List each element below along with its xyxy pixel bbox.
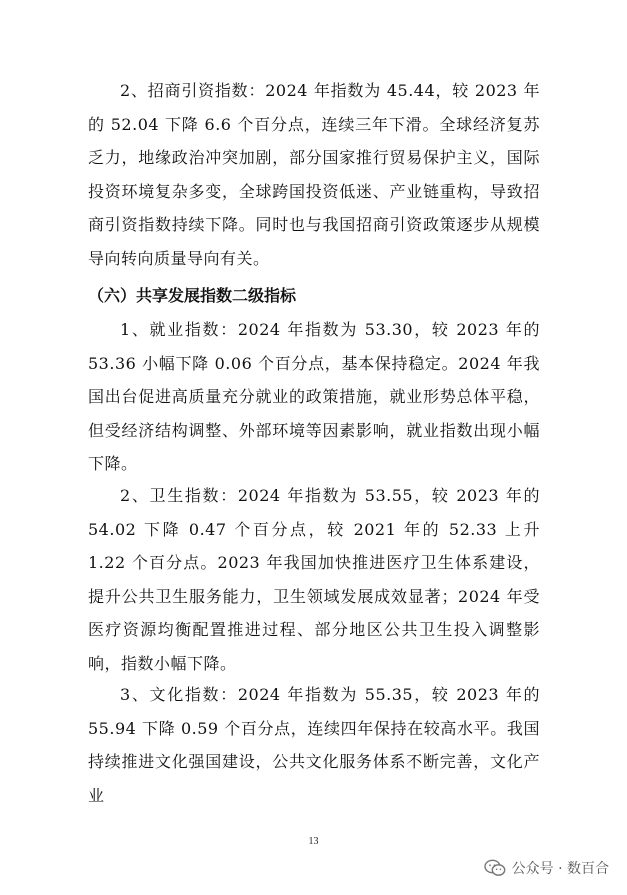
page-number: 13	[308, 836, 319, 847]
paragraph-health-index: 2、卫生指数：2024 年指数为 53.55，较 2023 年的 54.02 下降 0.47 个百分点，较 2021 年的 52.33 上升 1.22 个百分点。2023 年我国加快推进医疗卫生体系建设，提升公共卫生服务能力，卫生领域发展成效显著；2024 年受医疗资源均衡配置推进过程、部分地区公共卫生投入调整影响，指数小幅下降。	[88, 486, 540, 673]
watermark	[484, 858, 609, 878]
watermark-text: 公众号 · 数百合	[511, 861, 609, 877]
section-heading: （六）共享发展指数二级指标	[88, 286, 297, 305]
paragraph-culture-index: 3、文化指数：2024 年指数为 55.35，较 2023 年的 55.94 下降 0.59 个百分点，连续四年保持在较高水平。我国持续推进文化强国建设，公共文化服务体系不断完善，文化产业	[88, 685, 540, 805]
wechat-icon	[484, 859, 506, 877]
paragraph-investment-index: 2、招商引资指数：2024 年指数为 45.44，较 2023 年的 52.04 下降 6.6 个百分点，连续三年下滑。全球经济复苏乏力，地缘政治冲突加剧，部分国家推行贸易保护主义，国际投资环境复杂多变，全球跨国投资低迷、产业链重构，导致招商引资指数持续下降。同时也与我国招商引资政策逐步从规模导向转向质量导向有关。	[88, 81, 540, 268]
paragraph-employment-index: 1、就业指数：2024 年指数为 53.30，较 2023 年的 53.36 小幅下降 0.06 个百分点，基本保持稳定。2024 年我国出台促进高质量充分就业的政策措施，就业形势总体平稳，但受经济结构调整、外部环境等因素影响，就业指数出现小幅下降。	[88, 320, 540, 473]
